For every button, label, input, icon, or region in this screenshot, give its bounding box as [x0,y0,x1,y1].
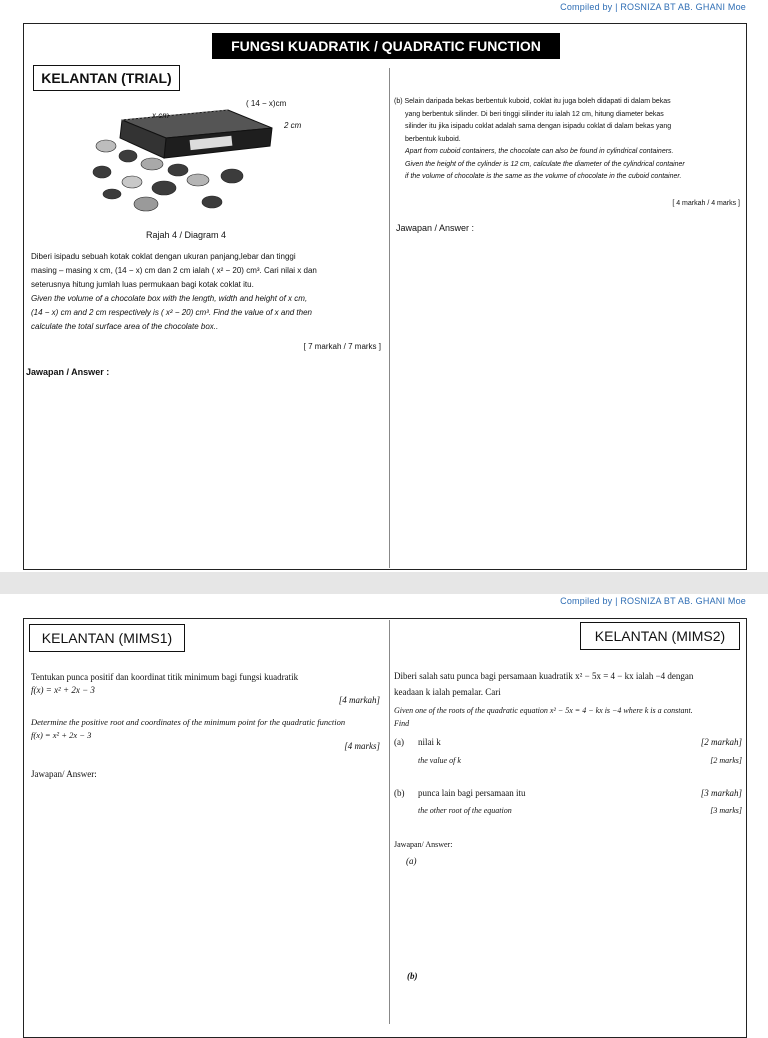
mims2-part-b-label: (b) [394,788,405,798]
mims2-part-a-english: the value of k [418,756,461,765]
question-4-marks: [ 7 markah / 7 marks ] [303,342,381,351]
page-1-column-divider [389,68,390,568]
mims1-marks-malay: [4 markah] [338,695,380,705]
question-4b-text [394,96,744,184]
question-4-text [31,250,383,334]
page-separator [0,572,768,594]
question-4-malay-line-1: Diberi isipadu sebuah kotak coklat dengan ukuran panjang,lebar dan tinggi [31,252,296,261]
diagram-label-height: 2 cm [284,121,302,130]
question-4b-malay-line-3: silinder itu jika isipadu coklat adalah sama dengan isipadu coklat di dalam bekas yang [405,123,672,130]
question-4b-malay-line-4: berbentuk kuboid. [405,135,461,143]
mims1-english: Determine the positive root and coordinates of the minimum point for the quadratic function [31,717,346,727]
region-label-kelantan-mims1: KELANTAN (MIMS1) [29,624,185,652]
question-4b-english-line-2: Given the height of the cylinder is 12 cm, calculate the diameter of the cylindrical container [405,160,685,168]
mims1-marks-english: [4 marks] [344,741,380,751]
diagram-label-width: x cm [152,111,169,120]
mims2-part-b-marks-en: [3 marks] [710,806,742,815]
chocolate-box-diagram [82,98,308,218]
mims2-english-line-2: Find [394,719,410,728]
mims2-part-a-malay: nilai k [418,737,441,747]
answer-label-trial-left: Jawapan / Answer : [26,367,110,377]
question-4-english-line-2: (14 − x) cm and 2 cm respectively is ( x² − 20) cm³. Find the value of x and then [31,308,313,317]
diagram-label-length: ( 14 − x)cm [246,99,287,108]
diagram-caption: Rajah 4 / Diagram 4 [146,230,227,240]
question-4b-malay-line-1: (b) Selain daripada bekas berbentuk kuboid, coklat itu juga boleh didapati di dalam bekas [394,98,671,105]
mims2-part-a-marks: [2 markah] [700,737,742,747]
mims2-question [394,668,748,700]
mims2-malay-line-2: keadaan k ialah pemalar. Cari [394,687,501,697]
question-4b-english-line-1: Apart from cuboid containers, the chocolate can also be found in cylindrical containers. [405,148,674,155]
region-label-kelantan-mims2: KELANTAN (MIMS2) [580,622,740,650]
mims2-part-a-label: (a) [394,737,404,747]
compiled-by-header: Compiled by | ROSNIZA BT AB. GHANI Moe [560,2,746,12]
question-4-malay-line-2: masing – masing x cm, (14 − x) cm dan 2 cm ialah ( x² − 20) cm³. Cari nilai x dan [31,266,317,275]
mims2-malay-line-1: Diberi salah satu punca bagi persamaan kuadratik x² − 5x = 4 − kx ialah −4 dengan [394,671,694,681]
answer-label-mims2: Jawapan/ Answer: [394,840,453,849]
mims2-part-a-marks-en: [2 marks] [710,756,742,765]
cuboid-box [120,110,272,158]
page-2-column-divider [389,620,390,1024]
question-4-english-line-3: calculate the total surface area of the chocolate box.. [31,322,219,331]
mims1-malay: Tentukan punca positif dan koordinat titik minimum bagi fungsi kuadratik [31,672,299,682]
mims2-part-b-malay: punca lain bagi persamaan itu [418,788,526,798]
mims2-part-b-marks: [3 markah] [700,788,742,798]
mims2-english-line-1: Given one of the roots of the quadratic equation x² − 5x = 4 − kx is −4 where k is a constant. [394,706,693,715]
question-4-english-line-1: Given the volume of a chocolate box with the length, width and height of x cm, [31,294,308,303]
question-4b-marks: [ 4 markah / 4 marks ] [672,200,740,207]
mims2-english [394,704,748,730]
region-label-kelantan-trial: KELANTAN (TRIAL) [33,65,180,91]
answer-label-trial-right: Jawapan / Answer : [396,223,475,233]
mims1-english-block [31,716,383,742]
question-4b-english-line-3: if the volume of chocolate is the same as the volume of chocolate in the cuboid container. [405,173,682,180]
page-title: FUNGSI KUADRATIK / QUADRATIC FUNCTION [212,33,560,59]
answer-part-b: (b) [407,971,418,981]
answer-label-mims1: Jawapan/ Answer: [31,769,97,779]
mims2-part-b-english: the other root of the equation [418,806,512,815]
mims1-function: f(x) = x² + 2x − 3 [31,685,95,695]
question-4b-malay-line-2: yang berbentuk silinder. Di beri tinggi silinder itu ialah 12 cm, hitung diameter bekas [405,110,664,118]
mims1-function-en: f(x) = x² + 2x − 3 [31,730,92,740]
answer-part-a: (a) [406,856,417,866]
question-4-malay-line-3: seterusnya hitung jumlah luas permukaan bagi kotak coklat itu. [31,280,254,289]
compiled-by-header-2: Compiled by | ROSNIZA BT AB. GHANI Moe [560,596,746,606]
